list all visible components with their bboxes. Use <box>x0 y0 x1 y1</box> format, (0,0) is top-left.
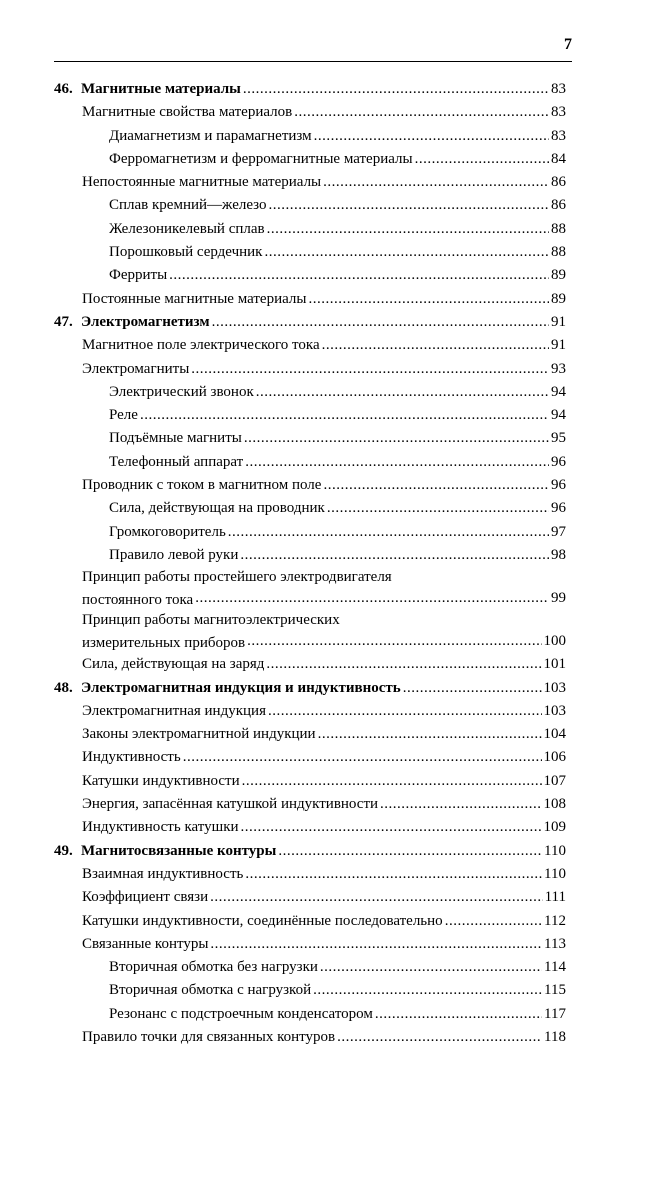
toc-entry-title: Реле <box>109 407 138 424</box>
toc-entry-page: 91 <box>551 337 566 354</box>
dot-leader <box>327 497 549 520</box>
toc-chapter-number: 48. <box>54 679 73 696</box>
toc-entry-title: Магнитные свойства материалов <box>82 104 293 121</box>
dot-leader <box>183 746 542 769</box>
toc-entry-page: 94 <box>551 407 566 424</box>
toc-chapter <box>54 78 566 101</box>
toc-section <box>54 746 566 769</box>
toc-entry-title: Магнитосвязанные контуры <box>81 842 277 859</box>
toc-chapter <box>54 311 566 334</box>
toc-entry-page: 101 <box>543 656 566 673</box>
dot-leader <box>140 404 549 427</box>
toc-entry-page: 106 <box>543 749 566 766</box>
toc-entry-page: 111 <box>544 889 566 906</box>
toc-entry-page: 113 <box>544 935 566 952</box>
toc-section <box>54 933 566 956</box>
toc-subsection <box>54 404 566 427</box>
dot-leader <box>195 587 549 610</box>
toc-entry-page: 107 <box>543 772 566 789</box>
toc-entry-page: 100 <box>543 633 566 650</box>
toc-section <box>54 1026 566 1049</box>
toc-entry-page: 83 <box>551 127 566 144</box>
dot-leader <box>240 544 549 567</box>
toc-section <box>54 770 566 793</box>
toc-entry-page: 93 <box>551 360 566 377</box>
dot-leader <box>337 1026 542 1049</box>
toc-entry-title: Порошковый сердечник <box>109 244 263 261</box>
toc-entry-title: Индуктивность катушки <box>82 819 239 836</box>
toc-subsection <box>54 451 566 474</box>
toc-section <box>54 474 566 497</box>
toc-section <box>54 567 566 610</box>
toc-chapter-number: 49. <box>54 842 73 859</box>
toc-entry-page: 84 <box>551 150 566 167</box>
toc-entry-page: 88 <box>551 220 566 237</box>
toc-entry-title: Ферриты <box>109 267 168 284</box>
toc-entry-page: 112 <box>544 912 566 929</box>
dot-leader <box>267 218 549 241</box>
dot-leader <box>256 381 549 404</box>
dot-leader <box>210 886 543 909</box>
toc-section <box>54 700 566 723</box>
toc-entry-page: 91 <box>551 313 566 330</box>
dot-leader <box>278 840 542 863</box>
toc-entry-title: Электромагнитная индукция <box>82 702 266 719</box>
dot-leader <box>320 956 542 979</box>
toc-entry-title: Постоянные магнитные материалы <box>82 290 307 307</box>
toc-entry-title: Электромагнетизм <box>81 313 210 330</box>
toc-entry-title: Катушки индуктивности <box>82 772 240 789</box>
dot-leader <box>242 770 542 793</box>
toc-entry-title: Правило левой руки <box>109 546 239 563</box>
toc-entry-page: 99 <box>551 590 566 607</box>
toc-entry-page: 88 <box>551 244 566 261</box>
dot-leader <box>403 677 542 700</box>
toc-entry-page: 86 <box>551 197 566 214</box>
toc-entry-title: Непостоянные магнитные материалы <box>82 174 322 191</box>
dot-leader <box>245 863 542 886</box>
toc-entry-page: 83 <box>551 81 566 97</box>
toc-entry-title-line1: Принцип работы магнитоэлектрических <box>82 612 340 629</box>
toc-entry-title: Взаимная индуктивность <box>82 865 244 882</box>
toc-entry-page: 109 <box>543 819 566 836</box>
toc-entry-page: 96 <box>551 477 566 494</box>
dot-leader <box>247 630 541 653</box>
toc-chapter-number: 47. <box>54 313 73 330</box>
toc-subsection <box>54 125 566 148</box>
toc-entry-title: Законы электромагнитной индукции <box>82 726 316 743</box>
toc-entry-page: 110 <box>544 865 566 882</box>
toc-entry-page: 94 <box>551 383 566 400</box>
dot-leader <box>323 171 549 194</box>
toc-entry-title: Диамагнетизм и парамагнетизм <box>109 127 312 144</box>
toc-entry-page: 117 <box>544 1005 566 1022</box>
toc-entry-page: 96 <box>551 500 566 517</box>
toc-section <box>54 610 566 653</box>
toc-subsection <box>54 194 566 217</box>
toc-entry-title: Сила, действующая на проводник <box>109 500 325 517</box>
toc-entry-page: 95 <box>551 430 566 447</box>
toc-entry-page: 89 <box>551 290 566 307</box>
page-number: 7 <box>564 36 572 53</box>
dot-leader <box>241 816 542 839</box>
toc-subsection <box>54 148 566 171</box>
toc-subsection <box>54 218 566 241</box>
toc-entry-title: постоянного тока <box>82 592 194 609</box>
toc-chapter <box>54 840 566 863</box>
toc-section <box>54 171 566 194</box>
toc-entry-title: Магнитные материалы <box>81 81 241 97</box>
toc-entry-page: 103 <box>543 679 566 696</box>
dot-leader <box>313 979 542 1002</box>
dot-leader <box>191 358 549 381</box>
toc-section <box>54 723 566 746</box>
toc-subsection <box>54 264 566 287</box>
toc-section <box>54 910 566 933</box>
dot-leader <box>322 334 549 357</box>
toc-entry-title: Связанные контуры <box>82 935 209 952</box>
toc-entry-page: 89 <box>551 267 566 284</box>
toc-entry-title: Вторичная обмотка с нагрузкой <box>109 982 312 999</box>
toc-entry-title: Энергия, запасённая катушкой индуктивности <box>82 796 379 813</box>
toc-chapter-number: 46. <box>54 81 73 97</box>
toc-subsection <box>54 241 566 264</box>
toc-entry-title: Правило точки для связанных контуров <box>82 1028 336 1045</box>
toc-section <box>54 288 566 311</box>
toc-entry-page: 96 <box>551 453 566 470</box>
toc-entry-page: 86 <box>551 174 566 191</box>
dot-leader <box>308 288 549 311</box>
dot-leader <box>445 910 542 933</box>
toc-section <box>54 863 566 886</box>
toc-subsection <box>54 427 566 450</box>
toc-entry-page: 118 <box>544 1028 566 1045</box>
toc-entry-page: 103 <box>543 702 566 719</box>
toc-subsection <box>54 1003 566 1026</box>
dot-leader <box>245 451 549 474</box>
dot-leader <box>314 125 549 148</box>
toc-section <box>54 358 566 381</box>
toc-entry-title: Сила, действующая на заряд <box>82 656 265 673</box>
dot-leader <box>415 148 549 171</box>
toc-entry-title: Индуктивность <box>82 749 181 766</box>
toc-subsection <box>54 956 566 979</box>
toc-entry-title: Подъёмные магниты <box>109 430 242 447</box>
dot-leader <box>212 311 549 334</box>
toc-entry-title: Магнитное поле электрического тока <box>82 337 320 354</box>
dot-leader <box>266 653 541 676</box>
dot-leader <box>323 474 549 497</box>
toc-subsection <box>54 979 566 1002</box>
toc-subsection <box>54 497 566 520</box>
dot-leader <box>269 194 549 217</box>
toc-entry-title: Вторичная обмотка без нагрузки <box>109 959 318 976</box>
dot-leader <box>244 427 549 450</box>
toc-entry-page: 114 <box>544 959 566 976</box>
dot-leader <box>243 78 549 101</box>
dot-leader <box>268 700 542 723</box>
toc-entry-title: Проводник с током в магнитном поле <box>82 477 322 494</box>
toc-section <box>54 793 566 816</box>
toc-entry-page: 98 <box>551 546 566 563</box>
table-of-contents <box>54 78 566 1049</box>
toc-subsection <box>54 544 566 567</box>
dot-leader <box>375 1003 542 1026</box>
toc-entry-title: Железоникелевый сплав <box>109 220 265 237</box>
toc-section <box>54 101 566 124</box>
dot-leader <box>380 793 541 816</box>
dot-leader <box>228 521 549 544</box>
toc-entry-title-line1: Принцип работы простейшего электродвигателя <box>82 569 392 586</box>
toc-section <box>54 653 566 676</box>
dot-leader <box>264 241 549 264</box>
toc-entry-page: 97 <box>551 523 566 540</box>
toc-entry-title: Коэффициент связи <box>82 889 209 906</box>
header-rule <box>54 61 572 62</box>
toc-section <box>54 334 566 357</box>
dot-leader <box>169 264 549 287</box>
toc-subsection <box>54 381 566 404</box>
toc-entry-title: Сплав кремний—железо <box>109 197 267 214</box>
toc-entry-title: измерительных приборов <box>82 635 246 652</box>
dot-leader <box>210 933 542 956</box>
toc-section <box>54 816 566 839</box>
toc-chapter <box>54 677 566 700</box>
toc-entry-title: Катушки индуктивности, соединённые последовательно <box>82 912 443 929</box>
toc-entry-page: 108 <box>543 796 566 813</box>
toc-entry-title: Громкоговоритель <box>109 523 226 540</box>
dot-leader <box>294 101 549 124</box>
toc-entry-page: 115 <box>544 982 566 999</box>
toc-entry-page: 104 <box>543 726 566 743</box>
toc-entry-title: Резонанс с подстроечным конденсатором <box>109 1005 373 1022</box>
toc-entry-title: Электромагниты <box>82 360 190 377</box>
toc-entry-title: Телефонный аппарат <box>109 453 244 470</box>
toc-entry-title: Электромагнитная индукция и индуктивность <box>81 679 401 696</box>
toc-section <box>54 886 566 909</box>
toc-entry-page: 110 <box>544 842 566 859</box>
toc-entry-title: Электрический звонок <box>109 383 254 400</box>
dot-leader <box>318 723 542 746</box>
toc-entry-page: 83 <box>551 104 566 121</box>
toc-entry-title: Ферромагнетизм и ферромагнитные материалы <box>109 150 413 167</box>
toc-subsection <box>54 521 566 544</box>
